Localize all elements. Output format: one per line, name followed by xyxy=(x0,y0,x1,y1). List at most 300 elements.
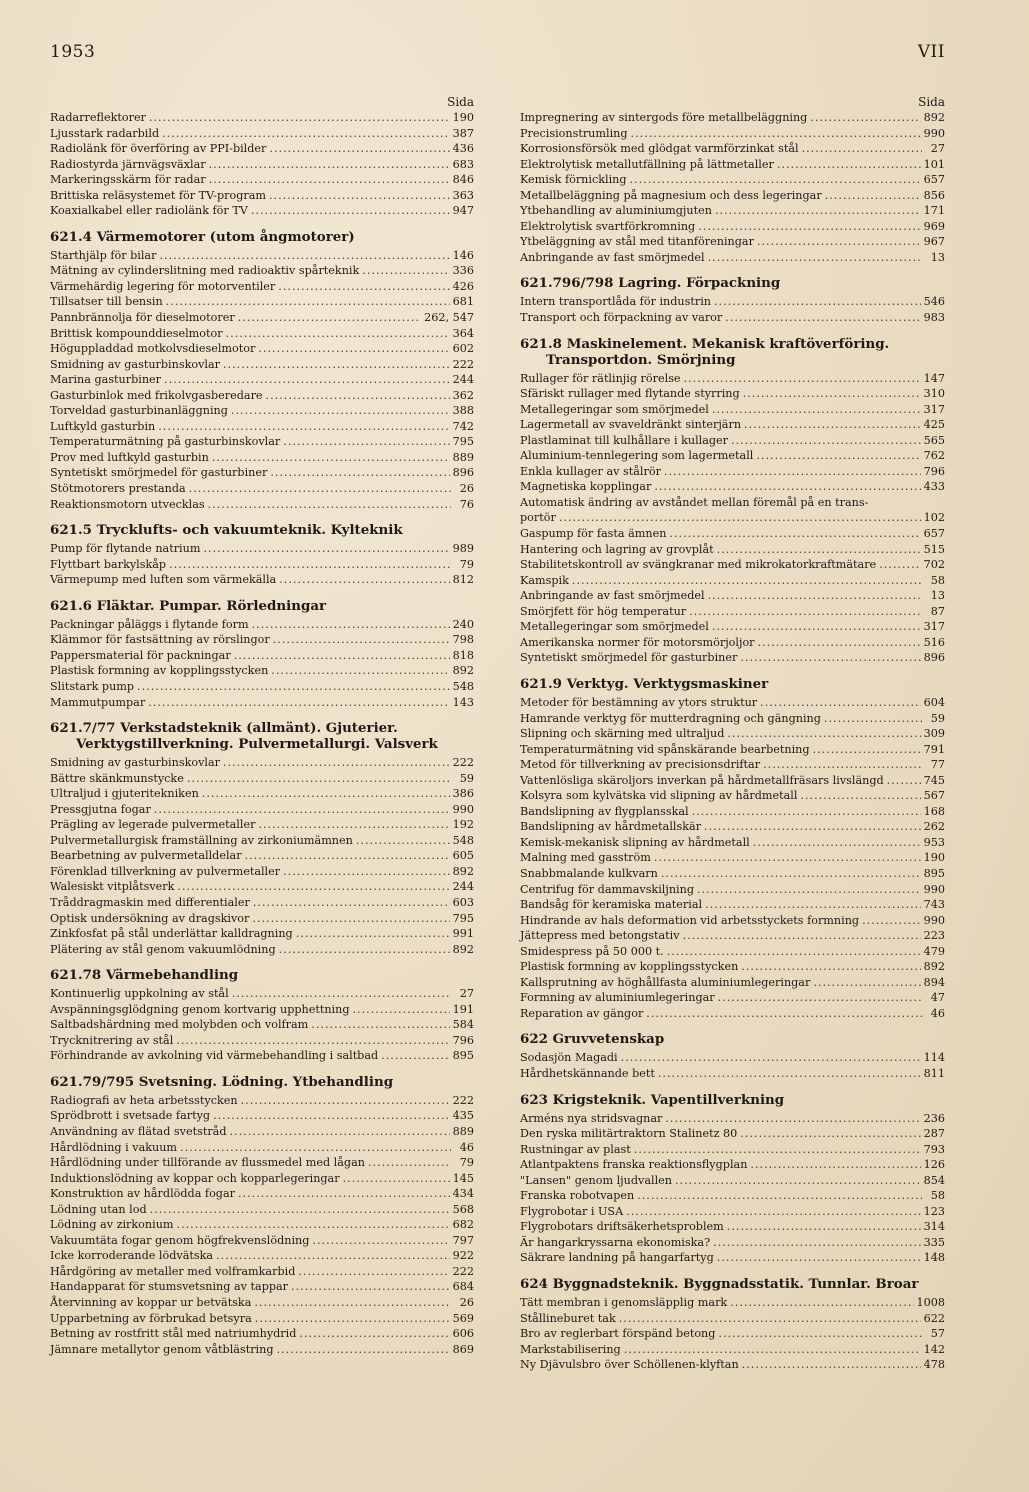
entry-title: Vakuumtäta fogar genom högfrekvenslödning xyxy=(50,1233,310,1247)
leader-dots xyxy=(254,1295,451,1311)
index-entry xyxy=(520,944,945,960)
entry-page: 388 xyxy=(452,404,474,418)
entry-page: 244 xyxy=(452,880,474,894)
entry-page: 314 xyxy=(923,1220,945,1234)
entry-title: portör xyxy=(520,511,556,525)
leader-dots xyxy=(714,294,921,310)
leader-dots xyxy=(252,617,450,633)
entry-page: 796 xyxy=(452,1033,474,1047)
leader-dots xyxy=(879,557,920,573)
entry-page: 223 xyxy=(923,929,945,943)
index-entry xyxy=(50,157,474,173)
entry-title: Elektrolytisk metallutfällning på lättmetaller xyxy=(520,157,774,171)
entry-title: Förhindrande av avkolning vid värmebehandling i saltbad xyxy=(50,1049,379,1063)
entry-page: 222 xyxy=(452,1093,474,1107)
entry-title: Brittisk kompounddieselmotor xyxy=(50,326,223,340)
index-entry xyxy=(520,126,945,142)
entry-page: 240 xyxy=(452,617,474,631)
leader-dots xyxy=(658,1066,921,1082)
entry-page: 222 xyxy=(452,1264,474,1278)
index-entry xyxy=(520,1311,945,1327)
section-heading-line: 621.796/798 Lagring. Förpackning xyxy=(520,275,781,292)
leader-dots xyxy=(758,635,921,651)
entry-title: Höguppladdad motkolvsdieselmotor xyxy=(50,342,256,356)
leader-dots xyxy=(757,234,921,250)
entry-page: 745 xyxy=(923,773,945,787)
leader-dots xyxy=(150,1202,450,1218)
entry-title: Plastisk formning av kopplingsstycken xyxy=(50,664,269,678)
entry-page: 569 xyxy=(452,1311,474,1325)
entry-title: Säkrare landning på hangarfartyg xyxy=(520,1251,714,1265)
entry-title: Klämmor för fastsättning av rörslingor xyxy=(50,633,270,647)
index-entry xyxy=(50,1311,474,1327)
leader-dots xyxy=(169,557,451,573)
index-entry xyxy=(50,141,474,157)
leader-dots xyxy=(715,203,921,219)
leader-dots xyxy=(238,1186,450,1202)
leader-dots xyxy=(271,663,449,679)
section-heading xyxy=(50,598,474,614)
index-entry xyxy=(520,619,945,635)
index-entry xyxy=(520,882,945,898)
entry-title: Ytbeläggning av stål med titanföreningar xyxy=(520,235,754,249)
leader-dots xyxy=(619,1311,921,1327)
index-entry xyxy=(520,1126,945,1142)
index-entry xyxy=(520,1111,945,1127)
index-entry xyxy=(520,788,945,804)
entry-title: Ultraljud i gjuteritekniken xyxy=(50,787,199,801)
index-entry xyxy=(50,926,474,942)
leader-dots xyxy=(177,879,449,895)
leader-dots xyxy=(760,695,921,711)
leader-dots xyxy=(137,679,450,695)
entry-page: 145 xyxy=(452,1171,474,1185)
entry-page: 983 xyxy=(923,311,945,325)
entry-page: 47 xyxy=(930,991,945,1005)
leader-dots xyxy=(208,497,451,513)
leader-dots xyxy=(154,802,450,818)
entry-page: 990 xyxy=(923,882,945,896)
entry-title: Koaxialkabel eller radiolänk för TV xyxy=(50,204,248,218)
index-entry xyxy=(50,648,474,664)
entry-title: Betning av rostfritt stål med natriumhydrid xyxy=(50,1327,297,1341)
entry-page: 947 xyxy=(452,204,474,218)
entry-title: Kontinuerlig uppkolning av stål xyxy=(50,987,229,1001)
entry-title: Metallegeringar som smörjmedel xyxy=(520,620,709,634)
index-entry xyxy=(520,959,945,975)
entry-page: 126 xyxy=(923,1158,945,1172)
leader-dots xyxy=(368,1155,451,1171)
entry-page: 478 xyxy=(923,1358,945,1372)
leader-dots xyxy=(727,726,920,742)
index-entry xyxy=(520,1157,945,1173)
entry-page: 58 xyxy=(930,1189,945,1203)
entry-title: Pannbrännolja för dieselmotorer xyxy=(50,311,235,325)
entry-title: Plastlaminat till kulhållare i kullager xyxy=(520,433,729,447)
leader-dots xyxy=(740,650,920,666)
entry-title: Kallsprutning av höghållfasta aluminiumlegeringar xyxy=(520,975,811,989)
entry-page: 797 xyxy=(452,1233,474,1247)
index-entry xyxy=(50,833,474,849)
leader-dots xyxy=(216,1248,450,1264)
entry-title: Stållineburet tak xyxy=(520,1311,616,1325)
leader-dots xyxy=(223,755,450,771)
entry-page: 386 xyxy=(452,787,474,801)
index-entry xyxy=(520,773,945,789)
entry-title: Hårdlödning i vakuum xyxy=(50,1140,178,1154)
leader-dots xyxy=(283,434,449,450)
entry-page: 812 xyxy=(452,573,474,587)
entry-page: 13 xyxy=(930,589,945,603)
index-entry xyxy=(50,450,474,466)
leader-dots xyxy=(283,864,450,880)
entry-title: Hårdhetskännande bett xyxy=(520,1066,655,1080)
entry-title: Avspänningsglödgning genom kortvarig upphettning xyxy=(50,1002,350,1016)
entry-title: Stötmotorers prestanda xyxy=(50,482,186,496)
leader-dots xyxy=(813,742,921,758)
entry-page: 262, 547 xyxy=(424,311,474,325)
index-entry xyxy=(50,1279,474,1295)
index-entry xyxy=(50,126,474,142)
entry-title: Tråddragmaskin med differentialer xyxy=(50,895,250,909)
leader-dots xyxy=(572,573,922,589)
section-heading xyxy=(520,676,945,692)
entry-page: 148 xyxy=(923,1251,945,1265)
index-entry xyxy=(50,1202,474,1218)
entry-page: 896 xyxy=(452,466,474,480)
entry-title: Atlantpaktens franska reaktionsflygplan xyxy=(520,1158,748,1172)
leader-dots xyxy=(270,465,449,481)
right-column xyxy=(520,94,945,1373)
index-entry xyxy=(50,617,474,633)
leader-dots xyxy=(708,588,922,604)
leader-dots xyxy=(158,419,449,435)
entry-title: Radarreflektorer xyxy=(50,111,146,124)
entry-title: Precisionstrumling xyxy=(520,126,628,140)
leader-dots xyxy=(559,510,921,526)
index-entry xyxy=(520,573,945,589)
entry-title: Franska robotvapen xyxy=(520,1189,635,1203)
entry-title: Hindrande av hals deformation vid arbetsstyckets formning xyxy=(520,913,860,927)
leader-dots xyxy=(209,172,450,188)
entry-title: Värmepump med luften som värmekälla xyxy=(50,573,277,587)
leader-dots xyxy=(718,990,922,1006)
index-entry xyxy=(520,188,945,204)
entry-title: Snabbmalande kulkvarn xyxy=(520,866,658,880)
entry-page: 27 xyxy=(930,142,945,156)
entry-title: Anbringande av fast smörjmedel xyxy=(520,589,705,603)
leader-dots xyxy=(727,1219,921,1235)
index-entry xyxy=(50,279,474,295)
section-heading-line: 623 Krigsteknik. Vapentillverkning xyxy=(520,1091,785,1108)
leader-dots xyxy=(704,819,921,835)
index-entry xyxy=(50,663,474,679)
entry-page: 87 xyxy=(930,604,945,618)
index-entry xyxy=(50,310,474,326)
leader-dots xyxy=(180,1140,451,1156)
leader-dots xyxy=(763,757,922,773)
entry-title: Markstabilisering xyxy=(520,1342,621,1356)
entry-title: Bearbetning av pulvermetalldelar xyxy=(50,849,242,863)
entry-page: 222 xyxy=(452,756,474,770)
entry-title: Hårdgöring av metaller med volframkarbid xyxy=(50,1264,296,1278)
entry-page: 546 xyxy=(923,295,945,309)
index-entry xyxy=(520,835,945,851)
index-entry xyxy=(520,1066,945,1082)
entry-page: 991 xyxy=(452,927,474,941)
leader-dots xyxy=(343,1171,450,1187)
index-entry xyxy=(50,1217,474,1233)
index-entry xyxy=(520,294,945,310)
leader-dots xyxy=(665,1111,920,1127)
entry-page: 146 xyxy=(452,248,474,262)
entry-title: Brittiska reläsystemet för TV-program xyxy=(50,188,266,202)
entry-title: "Lansen" genom ljudvallen xyxy=(520,1173,672,1187)
entry-page: 26 xyxy=(459,482,474,496)
leader-dots xyxy=(697,882,921,898)
index-entry xyxy=(50,895,474,911)
entry-title: Kemisk-mekanisk slipning av hårdmetall xyxy=(520,835,750,849)
index-entry xyxy=(50,1264,474,1280)
entry-page: 59 xyxy=(930,711,945,725)
entry-page: 892 xyxy=(452,664,474,678)
section-heading-line: 621.6 Fläktar. Pumpar. Rörledningar xyxy=(50,597,327,614)
leader-dots xyxy=(698,219,920,235)
index-entry xyxy=(50,388,474,404)
entry-title: Radiografi av heta arbetsstycken xyxy=(50,1093,238,1107)
entry-title: Malning med gasström xyxy=(520,851,651,865)
leader-dots xyxy=(166,294,450,310)
entry-page: 46 xyxy=(930,1006,945,1020)
entry-title: Upparbetning av förbrukad betsyra xyxy=(50,1311,252,1325)
index-entry xyxy=(50,1048,474,1064)
entry-page: 791 xyxy=(923,742,945,756)
entry-page: 310 xyxy=(923,387,945,401)
leader-dots xyxy=(718,1326,922,1342)
leader-dots xyxy=(631,126,921,142)
index-entry xyxy=(50,1017,474,1033)
leader-dots xyxy=(245,848,450,864)
entry-title: Handapparat för stumsvetsning av tappar xyxy=(50,1280,289,1294)
entry-title: Smörjfett för hög temperatur xyxy=(520,604,687,618)
index-entry xyxy=(50,1093,474,1109)
entry-title: Bandslipning av flygplansskal xyxy=(520,804,689,818)
index-entry xyxy=(520,819,945,835)
index-entry xyxy=(520,804,945,820)
index-entry xyxy=(520,1326,945,1342)
index-entry xyxy=(50,802,474,818)
entry-page: 317 xyxy=(923,620,945,634)
entry-page: 565 xyxy=(923,433,945,447)
entry-title: Ljusstark radarbild xyxy=(50,126,160,140)
entry-page: 317 xyxy=(923,402,945,416)
entry-page: 79 xyxy=(459,1156,474,1170)
index-entry xyxy=(520,695,945,711)
entry-page: 798 xyxy=(452,633,474,647)
leader-dots xyxy=(712,402,921,418)
entry-page: 57 xyxy=(930,1327,945,1341)
leader-dots xyxy=(273,632,450,648)
sida-label: Sida xyxy=(447,95,474,109)
leader-dots xyxy=(654,479,920,495)
leader-dots xyxy=(255,1311,450,1327)
leader-dots xyxy=(753,835,921,851)
index-entry xyxy=(520,310,945,326)
entry-page: 436 xyxy=(452,142,474,156)
entry-title: Lagermetall av svaveldränkt sinterjärn xyxy=(520,418,742,432)
leader-dots xyxy=(667,944,921,960)
leader-dots xyxy=(712,619,921,635)
leader-dots xyxy=(675,1173,921,1189)
entry-title: Induktionslödning av koppar och kopparlegeringar xyxy=(50,1171,340,1185)
entry-page: 76 xyxy=(459,497,474,511)
entry-title: Bandsåg för keramiska material xyxy=(520,898,703,912)
leader-dots xyxy=(621,1050,921,1066)
section-heading-line: 621.8 Maskinelement. Mekanisk kraftöverföring. xyxy=(520,335,890,352)
section-heading xyxy=(520,1031,945,1047)
leader-dots xyxy=(279,572,449,588)
section-heading-line: 624 Byggnadsteknik. Byggnadsstatik. Tunnlar. Broar xyxy=(520,1276,919,1292)
entry-title: Rustningar av plast xyxy=(520,1142,631,1156)
entry-title: Den ryska militärtraktorn Stalinetz 80 xyxy=(520,1127,738,1141)
page-number: VII xyxy=(917,42,945,62)
entry-page: 892 xyxy=(452,864,474,878)
index-entry xyxy=(520,1235,945,1251)
entry-page: 168 xyxy=(923,804,945,818)
leader-dots xyxy=(624,1342,921,1358)
leader-dots xyxy=(813,975,920,991)
index-entry xyxy=(50,419,474,435)
index-entry xyxy=(50,248,474,264)
entry-title: Radiolänk för överföring av PPI-bilder xyxy=(50,142,267,156)
leader-dots xyxy=(252,911,449,927)
entry-page: 989 xyxy=(452,542,474,556)
leader-dots xyxy=(824,711,922,727)
index-entry xyxy=(50,403,474,419)
index-entry xyxy=(520,1219,945,1235)
leader-dots xyxy=(213,1108,450,1124)
entry-title: Marina gasturbiner xyxy=(50,373,162,387)
index-entry xyxy=(520,479,945,495)
entry-title: Reaktionsmotorn utvecklas xyxy=(50,497,205,511)
index-entry xyxy=(520,897,945,913)
entry-page: 604 xyxy=(923,695,945,709)
entry-page: 426 xyxy=(452,279,474,293)
entry-page: 811 xyxy=(923,1066,945,1080)
leader-dots xyxy=(266,388,450,404)
entry-title: Prov med luftkyld gasturbin xyxy=(50,450,209,464)
entry-title: Hamrande verktyg för mutterdragning och gängning xyxy=(520,711,821,725)
index-entry xyxy=(50,1002,474,1018)
index-entry xyxy=(520,850,945,866)
leader-dots xyxy=(149,110,450,126)
entry-page: 869 xyxy=(452,1342,474,1356)
index-entry xyxy=(520,1173,945,1189)
entry-title: Syntetiskt smörjmedel för gasturbiner xyxy=(520,651,738,665)
index-entry xyxy=(50,1326,474,1342)
index-entry xyxy=(520,604,945,620)
section-heading-line: 621.9 Verktyg. Verktygsmaskiner xyxy=(520,675,769,692)
index-entry xyxy=(50,1295,474,1311)
leader-dots xyxy=(381,1048,449,1064)
leader-dots xyxy=(234,648,450,664)
entry-page: 287 xyxy=(923,1127,945,1141)
entry-title: Bättre skänkmunstycke xyxy=(50,771,184,785)
index-entry xyxy=(520,1357,945,1373)
entry-title: Tätt membran i genomsläpplig mark xyxy=(520,1296,728,1309)
entry-title: Flygrobotars driftsäkerhetsproblem xyxy=(520,1220,724,1234)
leader-dots xyxy=(177,1217,450,1233)
leader-dots xyxy=(276,1342,449,1358)
entry-page: 143 xyxy=(452,695,474,709)
index-entry xyxy=(520,526,945,542)
entry-page: 683 xyxy=(452,157,474,171)
entry-title: Sodasjön Magadi xyxy=(520,1051,618,1065)
leader-dots xyxy=(725,310,920,326)
index-entry xyxy=(520,1295,945,1311)
entry-title: Kolsyra som kylvätska vid slipning av hårdmetall xyxy=(520,789,798,803)
entry-page: 190 xyxy=(452,111,474,124)
entry-title: Flygrobotar i USA xyxy=(520,1204,624,1218)
section-heading xyxy=(50,1074,474,1090)
leader-dots xyxy=(189,481,451,497)
index-entry xyxy=(520,1204,945,1220)
entry-page: 990 xyxy=(452,802,474,816)
entry-title: Plätering av stål genom vakuumlödning xyxy=(50,942,276,956)
entry-title: Plastisk formning av kopplingsstycken xyxy=(520,960,739,974)
entry-title: Centrifug för dammavskiljning xyxy=(520,882,694,896)
index-entry xyxy=(50,695,474,711)
entry-page: 515 xyxy=(923,542,945,556)
entry-page: 846 xyxy=(452,173,474,187)
leader-dots xyxy=(212,450,450,466)
section-heading-line: 621.79/795 Svetsning. Lödning. Ytbehandling xyxy=(50,1073,394,1090)
section-heading xyxy=(520,1092,945,1108)
leader-dots xyxy=(241,1093,450,1109)
leader-dots xyxy=(226,326,450,342)
leader-dots xyxy=(312,1233,449,1249)
index-entry xyxy=(50,481,474,497)
entry-page: 190 xyxy=(923,851,945,865)
leader-dots xyxy=(731,433,921,449)
index-entry xyxy=(520,1188,945,1204)
entry-page: 114 xyxy=(923,1051,945,1065)
entry-title: Temperaturmätning vid spånskärande bearbetning xyxy=(520,742,810,756)
index-entry xyxy=(520,557,945,573)
entry-page: 922 xyxy=(452,1249,474,1263)
index-entry xyxy=(50,497,474,513)
entry-title: Optisk undersökning av dragskivor xyxy=(50,911,250,925)
index-entry xyxy=(520,141,945,157)
entry-title: Är hangarkryssarna ekonomiska? xyxy=(520,1235,711,1249)
entry-title: Mammutpumpar xyxy=(50,695,146,709)
entry-title: Kemisk förnickling xyxy=(520,173,627,187)
entry-page: 1008 xyxy=(916,1296,945,1309)
leader-dots xyxy=(756,448,920,464)
entry-page: 425 xyxy=(923,418,945,432)
leader-dots xyxy=(646,1006,922,1022)
entry-title: Metod för tillverkning av precisionsdriftar xyxy=(520,758,761,772)
index-entry xyxy=(50,172,474,188)
index-entry xyxy=(520,219,945,235)
entry-page: 101 xyxy=(923,157,945,171)
entry-title: Markeringsskärm för radar xyxy=(50,173,206,187)
leader-dots xyxy=(742,1357,921,1373)
index-entry xyxy=(520,250,945,266)
section-heading xyxy=(520,275,945,291)
leader-dots xyxy=(291,1279,450,1295)
index-entry xyxy=(520,711,945,727)
